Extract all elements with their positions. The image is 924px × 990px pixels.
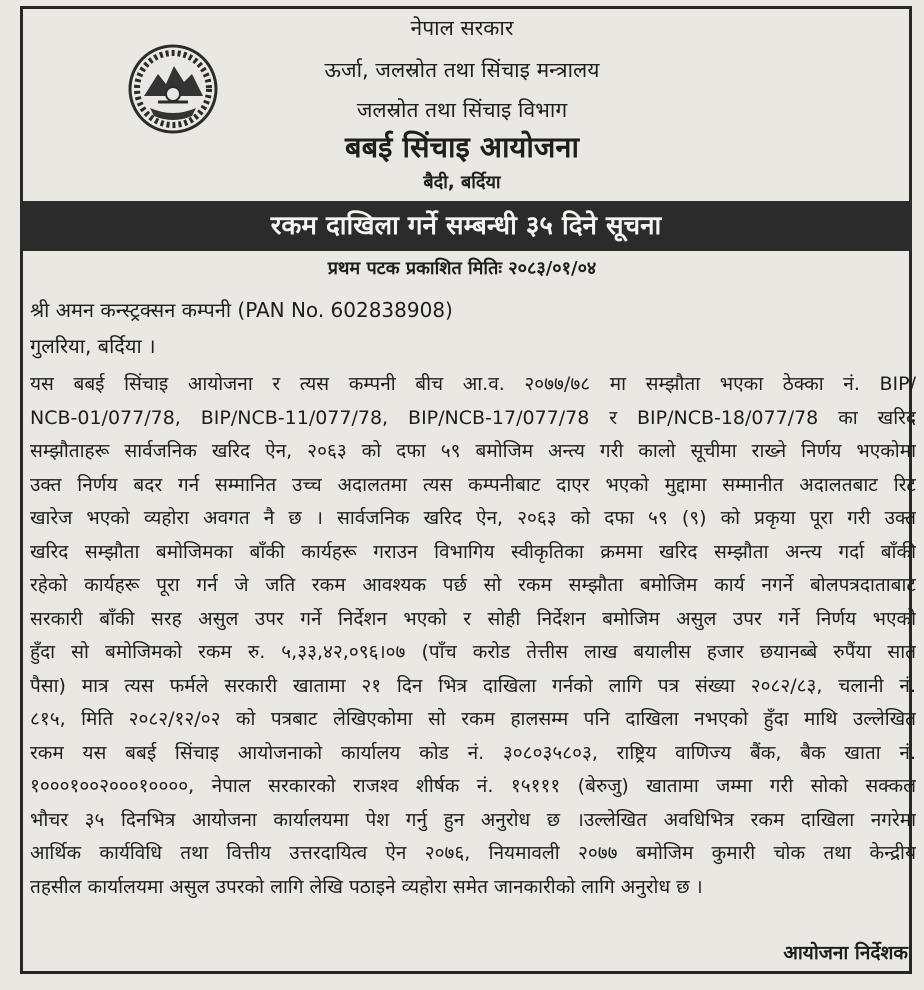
department-name: जलस्रोत तथा सिंचाइ विभाग (356, 98, 568, 122)
body-line: यस बबई सिंचाइ आयोजना र त्यस कम्पनी बीच आ.व. २०७७/७८ मा सम्झौता भएका ठेक्का नं. BIP/ (30, 373, 916, 395)
government-name: नेपाल सरकार (410, 16, 514, 40)
ministry-name: ऊर्जा, जलस्रोत तथा सिंचाइ मन्त्रालय (324, 58, 600, 82)
body-line: NCB-01/077/78, BIP/NCB-11/077/78, BIP/NCB-17/077/78 र BIP/NCB-18/077/78 का खरिद (30, 406, 916, 429)
body-line: सरकारी बाँकी सरह असुल उपर गर्ने निर्देशन भएको र सोही निर्देशन बमोजिम असुल उपर गर्ने निर्णय भएको (30, 607, 916, 630)
recipient-name: श्री अमन कन्स्ट्रक्सन कम्पनी (PAN No. 602838908) (30, 298, 453, 322)
body-line: १०००१००२०००१००००, नेपाल सरकारको राजश्व शीर्षक नं. १५१११ (बेरुजु) खातामा जम्मा गरी सोको सक्कल (30, 775, 916, 797)
body-line: उक्त निर्णय बदर गर्न सम्मानित उच्च अदालतमा त्यस कम्पनीबाट दाएर भएको मुद्दामा सम्मानीत अदालतबाट रिट (30, 473, 916, 496)
body-line: ८१५, मिति २०८२/१२/०२ को पत्रबाट लेखिएकोमा सो रकम हालसम्म पनि दाखिला नभएको हुँदा माथि उल्लेखित (30, 708, 916, 730)
body-line: खरिद सम्झौता बमोजिमका बाँकी कार्यहरू गराउन विभागिय स्वीकृतिका क्रममा खरिद सम्झौता अन्त्य गर्दा बाँकी (30, 540, 916, 563)
body-line: रहेको कार्यहरू पूरा गर्न जे जति रकम आवश्यक पर्छ सो रकम सम्झौता बमोजिम कार्य नगर्ने बोलपत्रदाताबाट (30, 574, 916, 596)
notice-body (30, 368, 916, 904)
body-line: पैसा) मात्र त्यस फर्मले सरकारी खातामा २१ दिन भित्र दाखिला गर्नको लागि पत्र संख्या २०८२/८३, चलानी नं. (30, 674, 916, 697)
project-name: बबई सिंचाइ आयोजना (345, 130, 579, 164)
body-line: खारेज भएको व्यहोरा अवगत नै छ । सार्वजनिक खरिद ऐन, २०६३ को दफा ५९ (९) को प्रकृया पूरा गरी उक्त (30, 507, 916, 529)
recipient-address: गुलरिया, बर्दिया । (30, 334, 156, 358)
body-line: भौचर ३५ दिनभित्र आयोजना कार्यालयमा पेश गर्नु हुन अनुरोध छ ।उल्लेखित अवधिभित्र रकम दाखिला नगरेमा (30, 808, 916, 831)
body-line: सम्झौताहरू सार्वजनिक खरिद ऐन, २०६३ को दफा ५९ बमोजिम अन्त्य गरी कालो सूचीमा राख्ने निर्णय भएकोमा (30, 440, 916, 462)
body-line: आर्थिक कार्यविधि तथा वित्तीय उत्तरदायित्व ऐन २०७६, नियमावली २०७७ बमोजिम कुमारी चोक तथा केन्द्रीय (30, 842, 916, 864)
body-line: हुँदा सो बमोजिमको रकम रु. ५,३३,४२,०९६।०७ (पाँच करोड तेत्तीस लाख बयालीस हजार छयानब्बे रुपैंया सात (30, 641, 916, 663)
body-line: रकम यस बबई सिंचाइ आयोजनाको कार्यालय कोड नं. ३०८०३५८०३, राष्ट्रिय वाणिज्य बैंक, बैक खाता नं. (30, 741, 916, 764)
signatory-title: आयोजना निर्देशक (783, 942, 908, 964)
body-line: तहसील कार्यालयमा असुल उपरको लागि लेखि पठाइने व्यहोरा समेत जानकारीको लागि अनुरोध छ । (30, 875, 703, 898)
project-location: बैदी, बर्दिया (423, 172, 501, 193)
publication-date: प्रथम पटक प्रकाशित मितिः २०८३/०१/०४ (327, 258, 597, 279)
notice-title-banner: रकम दाखिला गर्ने सम्बन्धी ३५ दिने सूचना (20, 201, 912, 251)
